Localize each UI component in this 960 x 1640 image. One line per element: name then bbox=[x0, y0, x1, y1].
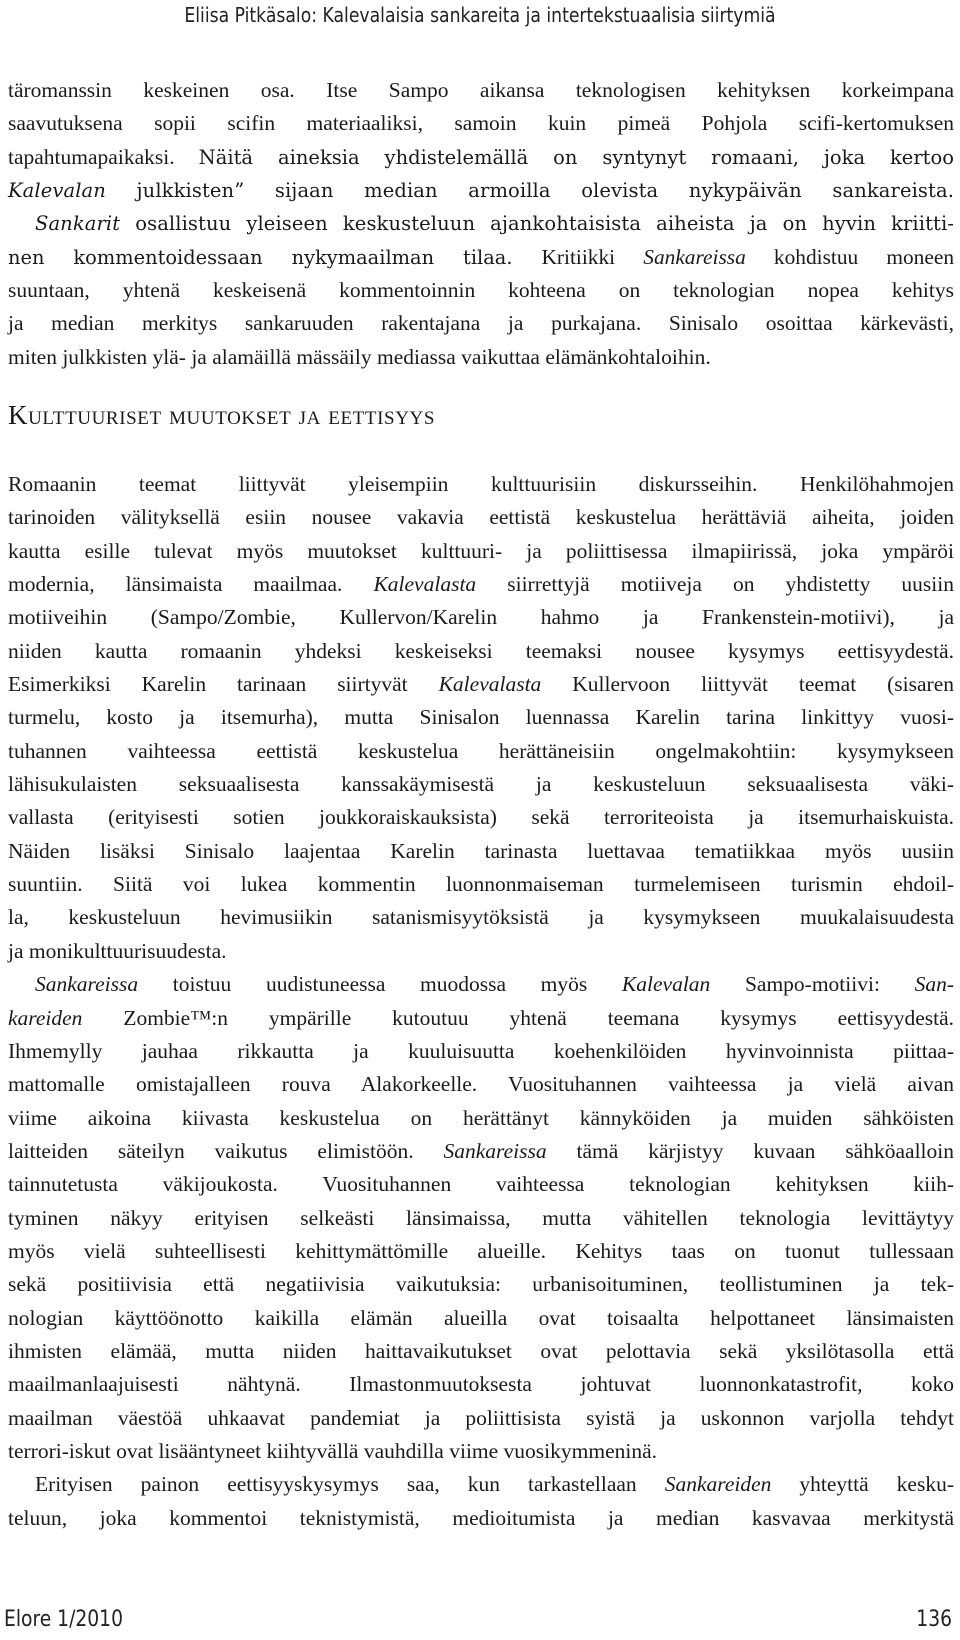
text-line: Sankarit osallistuu yleiseen keskusteluun ajankohtaisista aiheista ja on hyvin kriitti- bbox=[35, 212, 954, 236]
intro-paragraph bbox=[8, 74, 954, 374]
text-line: ja monikulttuurisuudesta. bbox=[8, 938, 227, 963]
text-line: saavutuksena sopii scifin materiaaliksi, samoin kuin pimeä Pohjola scifi-kertomuksen bbox=[8, 111, 954, 136]
text-line: niiden kautta romaanin yhdeksi keskeiseksi teemaksi nousee kysymys eettisyydestä. bbox=[8, 638, 954, 663]
text-line: kareiden Zombie™:n ympärille kutoutuu yhtenä teemana kysymys eettisyydestä. bbox=[8, 1005, 954, 1030]
text-line: maailmanlaajuisesti nähtynä. Ilmastonmuutoksesta johtuvat luonnonkatastrofit, koko bbox=[8, 1372, 954, 1397]
text-line: ja median merkitys sankaruuden rakentajana ja purkajana. Sinisalo osoittaa kärkevästi, bbox=[8, 311, 954, 336]
text-line: suuntiin. Siitä voi lukea kommentin luonnonmaiseman turmelemiseen turismin ehdoil- bbox=[8, 872, 954, 897]
text-line: tuhannen vaihteessa eettistä keskustelua herättäneisiin ongelmakohtiin: kysymykseen bbox=[8, 738, 954, 763]
text-line: laitteiden säteilyn vaikutus elimistöön. Sankareissa tämä kärjistyy kuvaan sähköaalloin bbox=[8, 1138, 954, 1163]
running-header: Eliisa Pitkäsalo: Kalevalaisia sankareita ja intertekstuaalisia siirtymiä bbox=[184, 3, 776, 27]
text-line: Sankareissa toistuu uudistuneessa muodossa myös Kalevalan Sampo-motiivi: San- bbox=[35, 972, 954, 997]
text-line: viime aikoina kiivasta keskustelua on herättänyt kännyköiden ja muiden sähköisten bbox=[8, 1105, 954, 1130]
text-line: modernia, länsimaista maailmaa. Kalevalasta siirrettyjä motiiveja on yhdistetty uusiin bbox=[8, 572, 954, 597]
text-line: kautta esille tulevat myös muutokset kulttuuri- ja poliittisessa ilmapiirissä, joka ympäröi bbox=[8, 538, 954, 563]
text-line: Näiden lisäksi Sinisalo laajentaa Karelin tarinasta luettavaa tematiikkaa myös uusiin bbox=[8, 838, 954, 863]
text-line: Kalevalan julkkisten” sijaan median armoilla olevista nykypäivän sankareista. bbox=[8, 179, 954, 203]
text-line: Esimerkiksi Karelin tarinaan siirtyvät Kalevalasta Kullervoon liittyvät teemat (sisaren bbox=[8, 672, 954, 697]
page-number: 136 bbox=[916, 1607, 952, 1632]
text-line: myös vielä suhteellisesti kehittymättömille alueille. Kehitys taas on tuonut tullessaan bbox=[8, 1238, 954, 1263]
main-paragraphs bbox=[8, 468, 954, 1535]
section-heading: Kulttuuriset muutokset ja eettisyys bbox=[8, 400, 436, 430]
text-line: sekä positiivisia että negatiivisia vaikutuksia: urbanisoituminen, teollistuminen ja tek- bbox=[8, 1272, 954, 1297]
text-line: tainnutetusta väkijoukosta. Vuosituhannen vaihteessa teknologian kehityksen kiih- bbox=[8, 1172, 954, 1197]
text-line: miten julkkisten ylä- ja alamäillä mässäily mediassa vaikuttaa elämänkohtaloihin. bbox=[8, 344, 711, 369]
text-line: terrori-iskut ovat lisääntyneet kiihtyvällä vauhdilla viime vuosikymmeninä. bbox=[8, 1438, 658, 1463]
text-line: täromanssin keskeinen osa. Itse Sampo aikansa teknologisen kehityksen korkeimpana bbox=[8, 78, 954, 102]
text-line: suuntaan, yhtenä keskeisenä kommentoinnin kohteena on teknologian nopea kehitys bbox=[8, 278, 954, 303]
text-line: Erityisen painon eettisyyskysymys saa, kun tarkastellaan Sankareiden yhteyttä kesku- bbox=[35, 1472, 955, 1497]
text-line: la, keskusteluun hevimusiikin satanismisyytöksistä ja kysymykseen muukalaisuudesta bbox=[8, 905, 954, 930]
text-line: ihmisten elämää, mutta niiden haittavaikutukset ovat pelottavia sekä yksilötasolla että bbox=[8, 1338, 954, 1363]
text-line: tarinoiden välityksellä esiin nousee vakavia eettistä keskustelua herättäviä aiheita, joiden bbox=[8, 505, 954, 530]
text-line: nologian käyttöönotto kaikilla elämän alueilla ovat toisaalta helpottaneet länsimaisten bbox=[8, 1305, 954, 1330]
text-line: Ihmemylly jauhaa rikkautta ja kuuluisuutta koehenkilöiden hyvinvoinnista piittaa- bbox=[8, 1038, 954, 1063]
text-line: motiiveihin (Sampo/Zombie, Kullervon/Karelin hahmo ja Frankenstein-motiivi), ja bbox=[8, 605, 954, 630]
text-line: nen kommentoidessaan nykymaailman tilaa. Kritiikki Sankareissa kohdistuu moneen bbox=[8, 244, 955, 269]
text-line: tyminen näkyy erityisen selkeästi länsimaissa, mutta vähitellen teknologia levittäytyy bbox=[8, 1205, 954, 1230]
text-line: maailman väestöä uhkaavat pandemiat ja poliittisista syistä ja uskonnon varjolla tehdyt bbox=[8, 1405, 954, 1430]
text-line: mattomalle omistajalleen rouva Alakorkeelle. Vuosituhannen vaihteessa ja vielä aivan bbox=[8, 1072, 954, 1097]
text-line: turmelu, kosto ja itsemurha), mutta Sinisalon luennassa Karelin tarina linkittyy vuosi- bbox=[8, 705, 954, 730]
text-line: tapahtumapaikaksi. Näitä aineksia yhdistelemällä on syntynyt romaani, joka kertoo bbox=[8, 144, 954, 169]
text-line: teluun, joka kommentoi teknistymistä, medioitumista ja median kasvavaa merkitystä bbox=[8, 1505, 954, 1530]
journal-issue: Elore 1/2010 bbox=[4, 1607, 123, 1632]
text-line: Romaanin teemat liittyvät yleisempiin kulttuurisiin diskursseihin. Henkilöhahmojen bbox=[8, 472, 954, 496]
text-line: vallasta (erityisesti sotien joukkoraiskauksista) sekä terroriteoista ja itsemurhaiskuista. bbox=[8, 805, 954, 830]
text-line: lähisukulaisten seksuaalisesta kanssakäymisestä ja keskusteluun seksuaalisesta väki- bbox=[8, 772, 954, 797]
